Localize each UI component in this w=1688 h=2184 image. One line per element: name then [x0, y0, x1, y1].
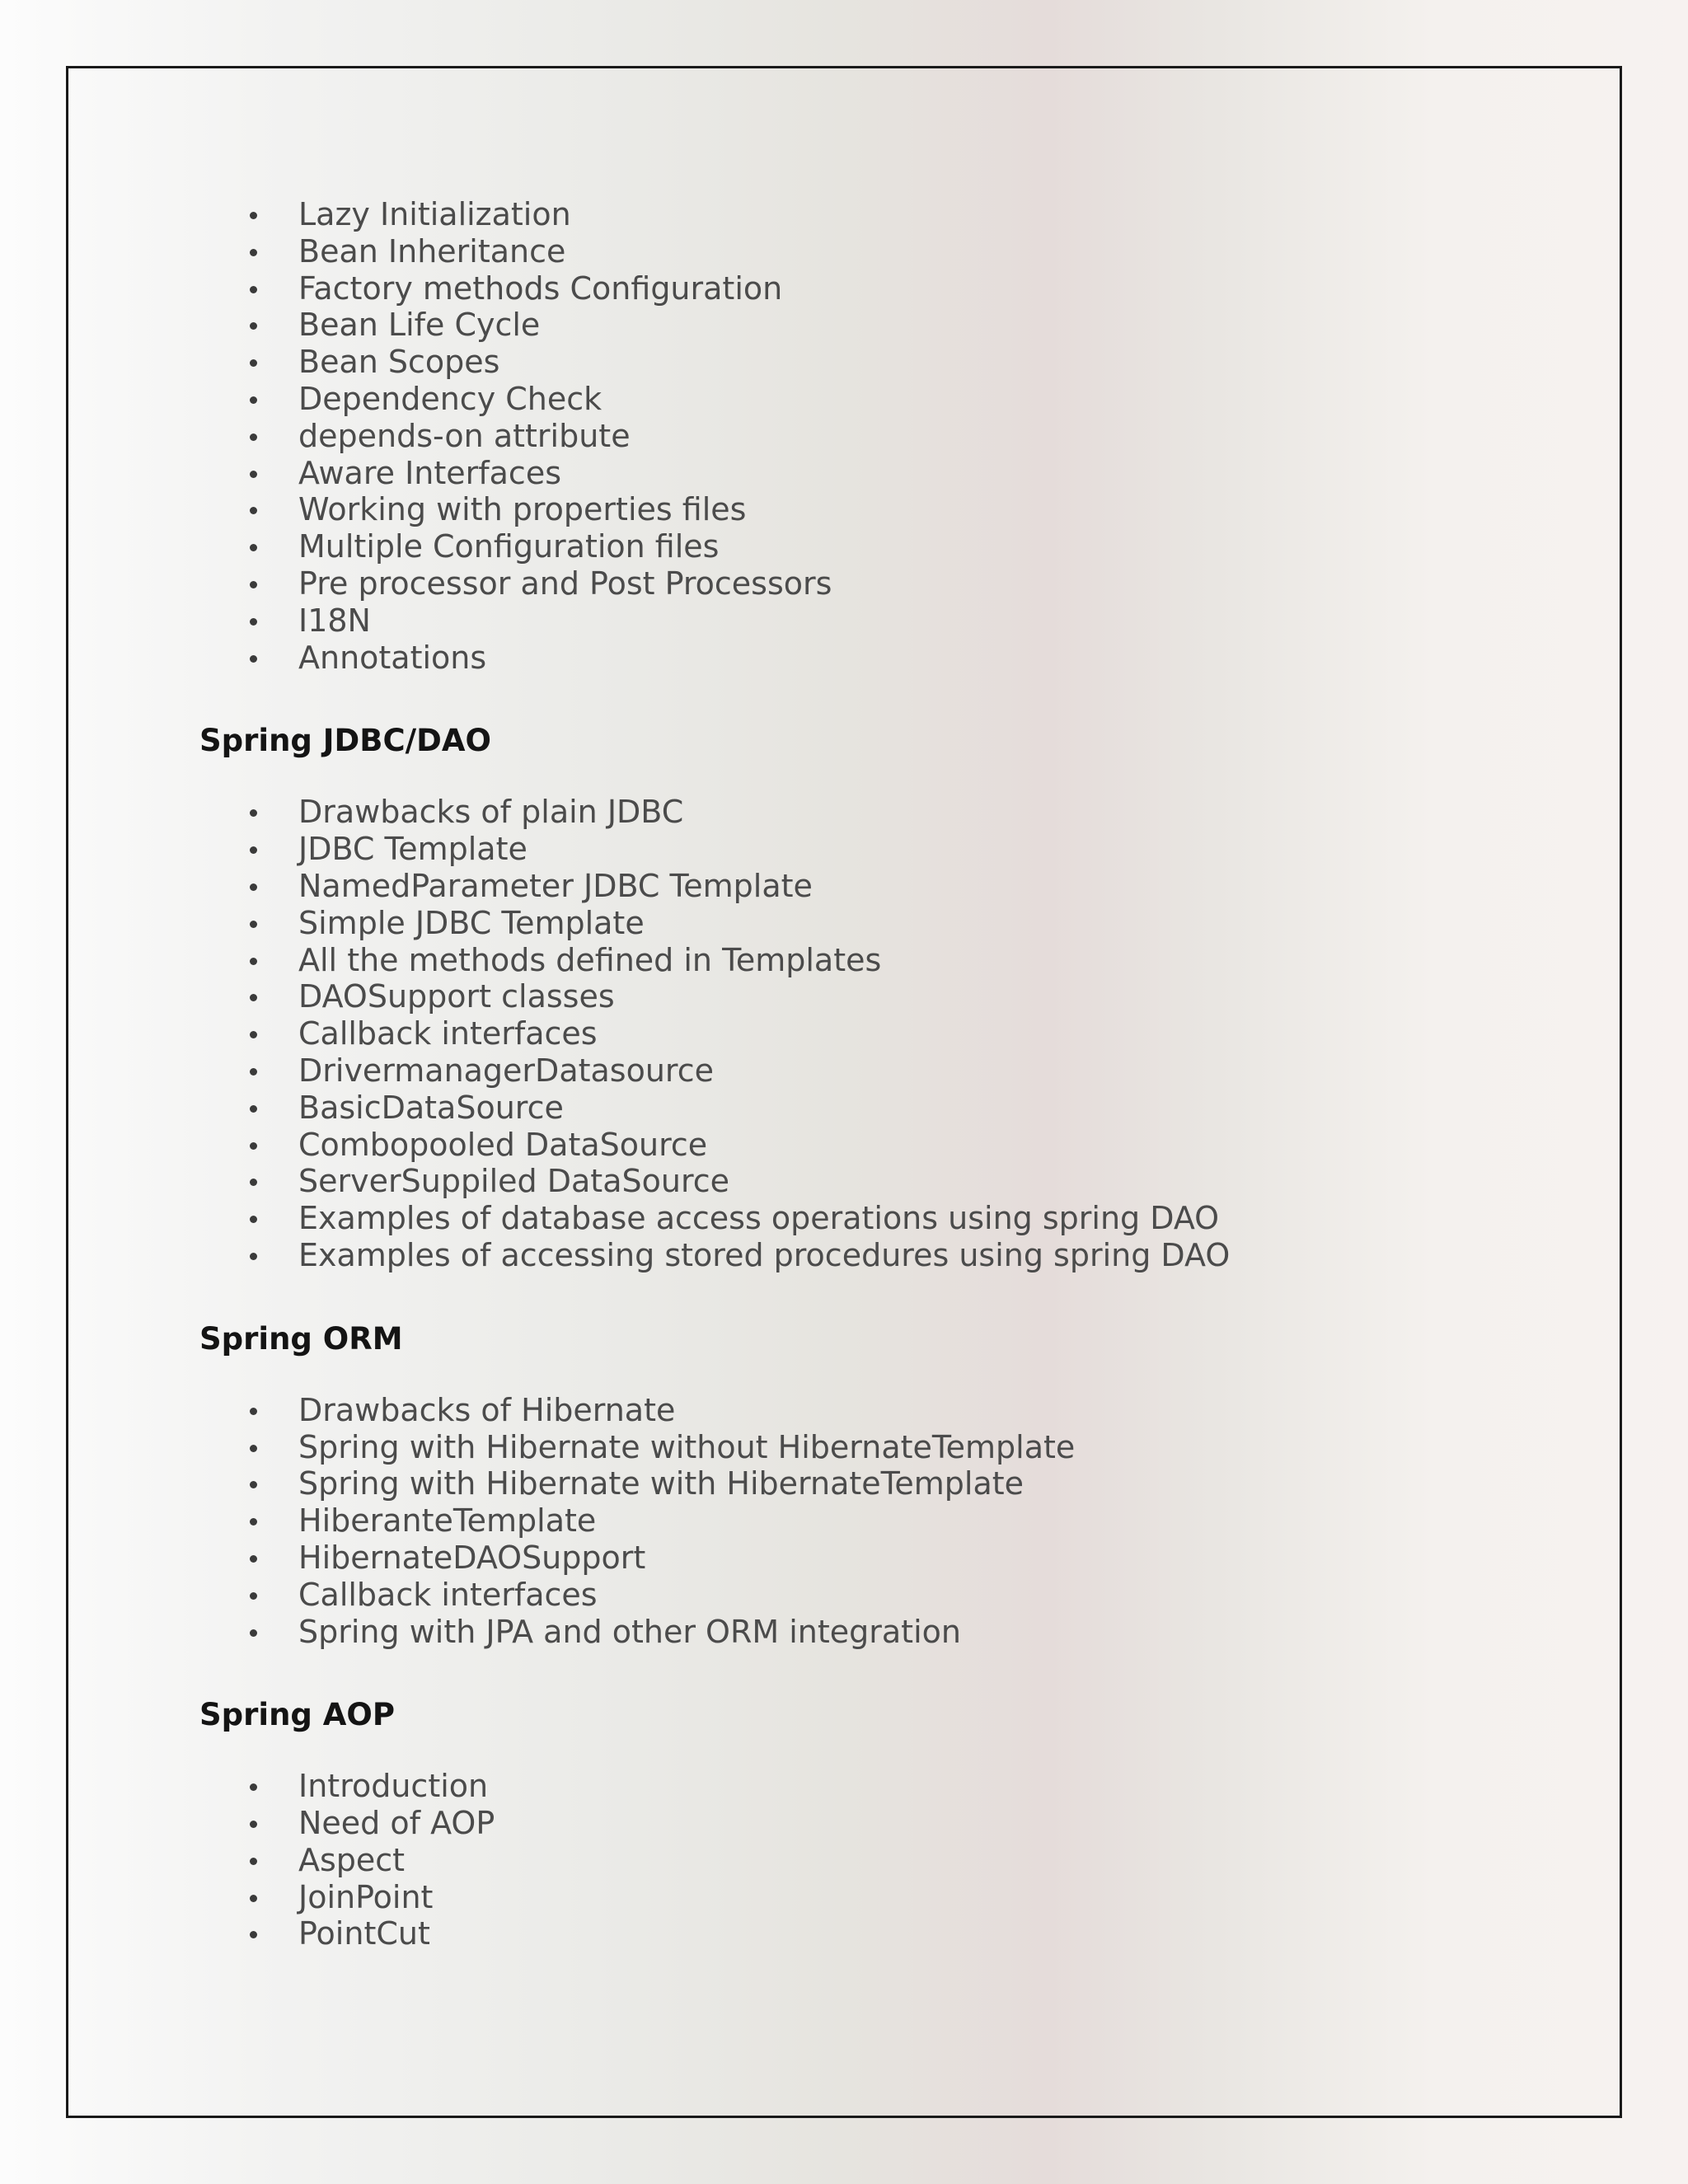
bullet-icon: [250, 1481, 257, 1488]
list-item-text: Annotations: [298, 639, 487, 676]
list-item-text: Dependency Check: [298, 380, 603, 417]
bullet-icon: [250, 1931, 257, 1938]
list-item-text: Aware Interfaces: [298, 454, 561, 491]
list-item: [199, 1052, 1559, 1090]
bullet-icon: [250, 249, 257, 256]
bullet-icon: [250, 544, 257, 551]
list-item: [199, 1577, 1559, 1614]
list-item-text: BasicDataSource: [298, 1089, 564, 1126]
list-item-text: Lazy Initialization: [298, 196, 571, 232]
bullet-icon: [250, 1858, 257, 1865]
list-item: [199, 640, 1559, 677]
bullet-icon: [250, 359, 257, 367]
list-item: [199, 1090, 1559, 1127]
list-item: [199, 1842, 1559, 1879]
list-item-text: Examples of database access operations using spring DAO: [298, 1200, 1220, 1237]
list-item-text: Combopooled DataSource: [298, 1126, 708, 1163]
list-item-text: DAOSupport classes: [298, 978, 615, 1015]
bullet-icon: [250, 809, 257, 817]
list-item-text: I18N: [298, 602, 371, 639]
bullet-icon: [250, 921, 257, 928]
list-item: [199, 1237, 1559, 1274]
list-item: [199, 1163, 1559, 1200]
bullet-icon: [250, 618, 257, 626]
bullet-icon: [250, 1555, 257, 1563]
list-item: [199, 868, 1559, 905]
bullet-icon: [250, 655, 257, 663]
list-item: [199, 307, 1559, 344]
list-item: [199, 196, 1559, 233]
list-item: [199, 565, 1559, 602]
bullet-icon: [250, 1068, 257, 1076]
list-item-text: Multiple Configuration files: [298, 528, 720, 565]
list-item: [199, 344, 1559, 381]
list-item: [199, 905, 1559, 942]
list-item-text: JDBC Template: [298, 831, 528, 868]
document-body: [199, 196, 1559, 1952]
bullet-icon: [250, 846, 257, 854]
list-item: [199, 455, 1559, 492]
list-item-text: Factory methods Configuration: [298, 269, 783, 307]
list-item: [199, 1429, 1559, 1466]
list-item-text: NamedParameter JDBC Template: [298, 867, 813, 904]
jdbc-dao-topic-list: [199, 794, 1559, 1273]
list-item-text: Callback interfaces: [298, 1576, 598, 1613]
list-item: [199, 1768, 1559, 1805]
list-item-text: Spring with Hibernate with HibernateTemplate: [298, 1465, 1025, 1502]
bullet-icon: [250, 1253, 257, 1260]
list-item: [199, 1127, 1559, 1164]
list-item: [199, 1200, 1559, 1237]
list-item-text: HibernateDAOSupport: [298, 1539, 646, 1576]
section-heading-spring-orm: Spring ORM: [199, 1320, 403, 1357]
bullet-icon: [250, 1216, 257, 1223]
list-item: [199, 602, 1559, 640]
bullet-icon: [250, 396, 257, 404]
bullet-icon: [250, 1445, 257, 1452]
bullet-icon: [250, 286, 257, 293]
list-item-text: Drawbacks of plain JDBC: [298, 794, 684, 831]
bullet-icon: [250, 581, 257, 588]
list-item: [199, 1465, 1559, 1502]
list-item: [199, 978, 1559, 1015]
bullet-icon: [250, 1408, 257, 1415]
list-item: [199, 1915, 1559, 1952]
bullet-icon: [250, 1142, 257, 1150]
list-item: [199, 831, 1559, 868]
bullet-icon: [250, 958, 257, 965]
bullet-icon: [250, 1518, 257, 1526]
bullet-icon: [250, 1895, 257, 1902]
list-item: [199, 1015, 1559, 1052]
list-item: [199, 1502, 1559, 1540]
list-item-text: ServerSuppiled DataSource: [298, 1163, 730, 1200]
bullet-icon: [250, 1592, 257, 1600]
list-item-text: Drawbacks of Hibernate: [298, 1391, 676, 1428]
list-item: [199, 381, 1559, 418]
intro-topic-list: [199, 196, 1559, 676]
list-item-text: Introduction: [298, 1768, 489, 1805]
list-item: [199, 942, 1559, 979]
section-heading-spring-jdbc-dao: Spring JDBC/DAO: [199, 723, 491, 759]
list-item-text: Working with properties files: [298, 491, 747, 528]
section-heading-spring-aop: Spring AOP: [199, 1697, 395, 1733]
list-item-text: Bean Life Cycle: [298, 307, 541, 344]
bullet-icon: [250, 1031, 257, 1038]
list-item-text: HiberanteTemplate: [298, 1502, 597, 1540]
list-item-text: Callback interfaces: [298, 1015, 598, 1052]
bullet-icon: [250, 1629, 257, 1637]
list-item-text: Spring with Hibernate without HibernateTemplate: [298, 1428, 1076, 1465]
list-item-text: Spring with JPA and other ORM integration: [298, 1613, 961, 1650]
list-item: [199, 528, 1559, 565]
list-item: [199, 491, 1559, 528]
list-item: [199, 1540, 1559, 1577]
bullet-icon: [250, 1179, 257, 1186]
orm-topic-list: [199, 1392, 1559, 1651]
list-item: [199, 794, 1559, 831]
list-item-text: Aspect: [298, 1841, 406, 1878]
list-item: [199, 233, 1559, 270]
list-item-text: Bean Scopes: [298, 344, 500, 381]
list-item-text: Simple JDBC Template: [298, 904, 645, 941]
list-item: [199, 1805, 1559, 1842]
bullet-icon: [250, 994, 257, 1001]
list-item: [199, 1614, 1559, 1651]
list-item: [199, 1879, 1559, 1916]
list-item: [199, 270, 1559, 307]
bullet-icon: [250, 883, 257, 891]
bullet-icon: [250, 212, 257, 219]
bullet-icon: [250, 471, 257, 478]
aop-topic-list: [199, 1768, 1559, 1952]
list-item: [199, 418, 1559, 455]
list-item-text: JoinPoint: [298, 1878, 434, 1915]
bullet-icon: [250, 434, 257, 441]
bullet-icon: [250, 507, 257, 514]
bullet-icon: [250, 1105, 257, 1113]
list-item-text: DrivermanagerDatasource: [298, 1052, 714, 1089]
bullet-icon: [250, 322, 257, 330]
list-item-text: Need of AOP: [298, 1805, 495, 1842]
list-item-text: Pre processor and Post Processors: [298, 565, 832, 602]
list-item-text: All the methods defined in Templates: [298, 941, 882, 978]
bullet-icon: [250, 1783, 257, 1791]
list-item-text: depends-on attribute: [298, 417, 631, 454]
bullet-icon: [250, 1821, 257, 1828]
list-item: [199, 1392, 1559, 1429]
list-item-text: Bean Inheritance: [298, 232, 566, 269]
list-item-text: Examples of accessing stored procedures using spring DAO: [298, 1236, 1231, 1273]
list-item-text: PointCut: [298, 1915, 430, 1952]
